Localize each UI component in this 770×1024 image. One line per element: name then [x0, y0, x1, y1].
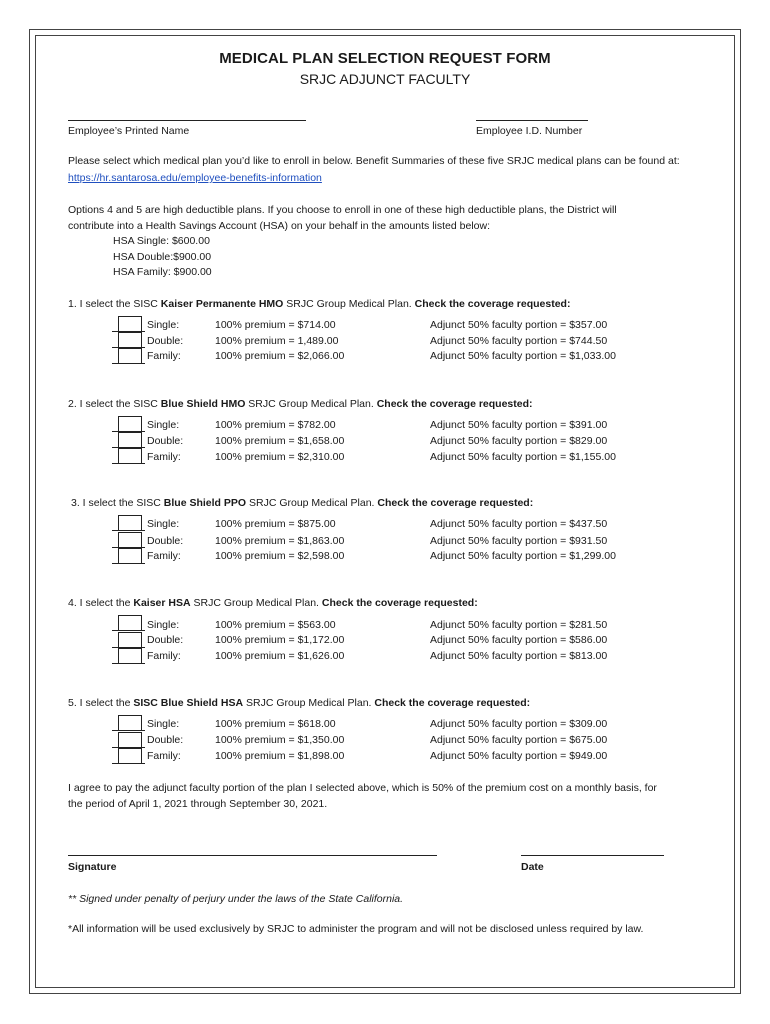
plan-5-double-checkbox[interactable] — [118, 732, 142, 748]
plan-1-double-checkbox[interactable] — [118, 332, 142, 348]
plan-2-double-adjunct: Adjunct 50% faculty portion = $829.00 — [430, 435, 608, 447]
plan-4-double-premium: 100% premium = $1,172.00 — [215, 634, 345, 646]
plan-5-heading — [68, 697, 530, 709]
plan-5-family-checkbox[interactable] — [118, 748, 142, 764]
plan-2-single-adjunct: Adjunct 50% faculty portion = $391.00 — [430, 419, 608, 431]
hsa-single: HSA Single: $600.00 — [113, 235, 210, 247]
plan-2-single-checkbox[interactable] — [118, 416, 142, 432]
plan-5-single-premium: 100% premium = $618.00 — [215, 718, 336, 730]
hsa-text-line1: Options 4 and 5 are high deductible plans. If you choose to enroll in one of these high deductible plans, the District will — [68, 204, 617, 216]
plan-2-double-premium: 100% premium = $1,658.00 — [215, 435, 345, 447]
plan-5-double-adjunct: Adjunct 50% faculty portion = $675.00 — [430, 734, 608, 746]
hsa-double: HSA Double:$900.00 — [113, 251, 212, 263]
plan-1-heading — [68, 298, 570, 310]
plan-1-double-label: Double: — [147, 335, 184, 347]
plan-4-single-underline — [112, 630, 145, 631]
plan-3-single-label: Single: — [147, 518, 180, 530]
plan-5-single-checkbox[interactable] — [118, 715, 142, 731]
plan-3-family-adjunct: Adjunct 50% faculty portion = $1,299.00 — [430, 550, 616, 562]
plan-2-double-label: Double: — [147, 435, 184, 447]
plan-1-suffix: SRJC Group Medical Plan. — [283, 298, 415, 310]
plan-3-family-premium: 100% premium = $2,598.00 — [215, 550, 345, 562]
plan-1-check-instruction: Check the coverage requested: — [414, 298, 571, 310]
plan-1-single-adjunct: Adjunct 50% faculty portion = $357.00 — [430, 319, 608, 331]
plan-5-family-underline — [112, 763, 145, 764]
plan-2-family-adjunct: Adjunct 50% faculty portion = $1,155.00 — [430, 451, 616, 463]
plan-2-suffix: SRJC Group Medical Plan. — [245, 398, 377, 410]
plan-4-double-checkbox[interactable] — [118, 632, 142, 648]
plan-4-family-label: Family: — [147, 650, 181, 662]
plan-3-single-adjunct: Adjunct 50% faculty portion = $437.50 — [430, 518, 608, 530]
agreement-line2: the period of April 1, 2021 through September 30, 2021. — [68, 798, 328, 810]
plan-4-single-adjunct: Adjunct 50% faculty portion = $281.50 — [430, 619, 608, 631]
plan-2-double-checkbox[interactable] — [118, 432, 142, 448]
plan-2-check-instruction: Check the coverage requested: — [376, 398, 533, 410]
name-field-line[interactable] — [68, 120, 306, 121]
plan-4-family-adjunct: Adjunct 50% faculty portion = $813.00 — [430, 650, 608, 662]
plan-4-double-adjunct: Adjunct 50% faculty portion = $586.00 — [430, 634, 608, 646]
plan-3-double-label: Double: — [147, 535, 184, 547]
plan-5-double-premium: 100% premium = $1,350.00 — [215, 734, 345, 746]
disclosure-note: *All information will be used exclusively by SRJC to administer the program and will not be disclosed unless required by law. — [68, 923, 644, 935]
plan-5-family-premium: 100% premium = $1,898.00 — [215, 750, 345, 762]
employee-id-field-label: Employee I.D. Number — [476, 125, 583, 137]
plan-1-family-underline — [112, 363, 145, 364]
plan-1-double-adjunct: Adjunct 50% faculty portion = $744.50 — [430, 335, 608, 347]
plan-1-prefix: 1. I select the SISC — [68, 298, 161, 310]
plan-4-family-underline — [112, 663, 145, 664]
plan-4-single-label: Single: — [147, 619, 180, 631]
plan-4-check-instruction: Check the coverage requested: — [321, 597, 478, 609]
plan-3-name: Blue Shield PPO — [163, 497, 247, 509]
plan-3-single-underline — [112, 530, 145, 531]
plan-5-suffix: SRJC Group Medical Plan. — [243, 697, 375, 709]
plan-1-single-premium: 100% premium = $714.00 — [215, 319, 336, 331]
plan-4-family-premium: 100% premium = $1,626.00 — [215, 650, 345, 662]
plan-3-family-label: Family: — [147, 550, 181, 562]
plan-1-family-adjunct: Adjunct 50% faculty portion = $1,033.00 — [430, 350, 616, 362]
plan-1-single-checkbox[interactable] — [118, 316, 142, 332]
plan-1-family-checkbox[interactable] — [118, 348, 142, 364]
plan-5-check-instruction: Check the coverage requested: — [374, 697, 531, 709]
plan-1-name: Kaiser Permanente HMO — [160, 298, 284, 310]
plan-2-name: Blue Shield HMO — [160, 398, 246, 410]
date-field-line[interactable] — [521, 855, 664, 856]
plan-4-family-checkbox[interactable] — [118, 648, 142, 664]
plan-3-suffix: SRJC Group Medical Plan. — [246, 497, 378, 509]
plan-3-single-checkbox[interactable] — [118, 515, 142, 531]
plan-2-family-checkbox[interactable] — [118, 448, 142, 464]
employee-id-field-line[interactable] — [476, 120, 588, 121]
plan-1-single-label: Single: — [147, 319, 180, 331]
plan-5-single-underline — [112, 730, 145, 731]
plan-5-single-adjunct: Adjunct 50% faculty portion = $309.00 — [430, 718, 608, 730]
plan-2-heading — [68, 398, 533, 410]
plan-3-family-underline — [112, 563, 145, 564]
plan-4-single-checkbox[interactable] — [118, 615, 142, 631]
plan-1-family-label: Family: — [147, 350, 181, 362]
plan-4-prefix: 4. I select the — [68, 597, 134, 609]
plan-2-prefix: 2. I select the SISC — [68, 398, 161, 410]
plan-5-double-label: Double: — [147, 734, 184, 746]
plan-3-double-checkbox[interactable] — [118, 532, 142, 548]
name-field-label: Employee’s Printed Name — [68, 125, 190, 137]
benefits-link[interactable]: https://hr.santarosa.edu/employee-benefits-information — [68, 172, 322, 184]
plan-2-single-premium: 100% premium = $782.00 — [215, 419, 336, 431]
hsa-family: HSA Family: $900.00 — [113, 266, 212, 278]
plan-5-family-label: Family: — [147, 750, 181, 762]
plan-2-family-label: Family: — [147, 451, 181, 463]
plan-3-double-premium: 100% premium = $1,863.00 — [215, 535, 345, 547]
plan-1-double-premium: 100% premium = 1,489.00 — [215, 335, 339, 347]
plan-4-suffix: SRJC Group Medical Plan. — [190, 597, 322, 609]
plan-3-prefix: 3. I select the SISC — [71, 497, 164, 509]
plan-2-family-premium: 100% premium = $2,310.00 — [215, 451, 345, 463]
plan-4-single-premium: 100% premium = $563.00 — [215, 619, 336, 631]
plan-4-double-label: Double: — [147, 634, 184, 646]
perjury-note: ** Signed under penalty of perjury under the laws of the State California. — [68, 893, 404, 905]
plan-3-check-instruction: Check the coverage requested: — [377, 497, 534, 509]
plan-3-heading — [71, 497, 533, 509]
plan-5-family-adjunct: Adjunct 50% faculty portion = $949.00 — [430, 750, 608, 762]
plan-4-name: Kaiser HSA — [133, 597, 191, 609]
signature-label: Signature — [68, 861, 117, 873]
agreement-line1: I agree to pay the adjunct faculty portion of the plan I selected above, which is 50% of the premium cost on a monthly basis, for — [68, 782, 657, 794]
date-label: Date — [521, 861, 544, 873]
form-subtitle: SRJC ADJUNCT FACULTY — [299, 71, 471, 87]
plan-3-family-checkbox[interactable] — [118, 548, 142, 564]
form-title: MEDICAL PLAN SELECTION REQUEST FORM — [219, 50, 551, 67]
plan-2-single-label: Single: — [147, 419, 180, 431]
plan-1-family-premium: 100% premium = $2,066.00 — [215, 350, 345, 362]
plan-4-heading — [68, 597, 478, 609]
plan-5-name: SISC Blue Shield HSA — [133, 697, 244, 709]
plan-3-single-premium: 100% premium = $875.00 — [215, 518, 336, 530]
plan-3-double-adjunct: Adjunct 50% faculty portion = $931.50 — [430, 535, 608, 547]
hsa-text-line2: contribute into a Health Savings Account (HSA) on your behalf in the amounts listed below: — [68, 220, 490, 232]
signature-field-line[interactable] — [68, 855, 437, 856]
intro-text: Please select which medical plan you’d like to enroll in below. Benefit Summaries of these five SRJC medical plans can be found at: — [68, 155, 680, 167]
plan-2-family-underline — [112, 463, 145, 464]
plan-5-prefix: 5. I select the — [68, 697, 134, 709]
plan-5-single-label: Single: — [147, 718, 180, 730]
